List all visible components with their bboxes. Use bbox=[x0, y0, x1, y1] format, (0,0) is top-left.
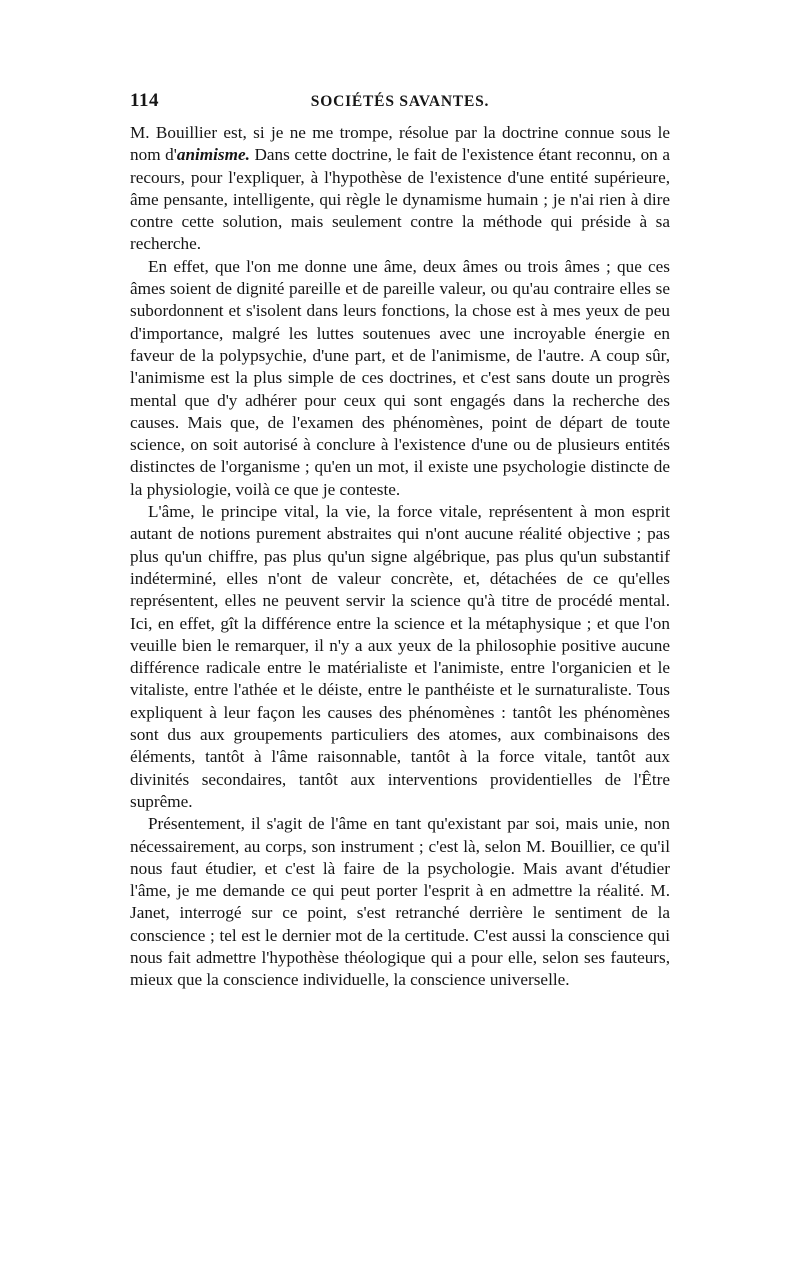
paragraph-1 bbox=[130, 122, 670, 256]
body-text bbox=[130, 122, 670, 992]
book-page bbox=[130, 90, 670, 992]
paragraph-4: Présentement, il s'agit de l'âme en tant qu'existant par soi, mais unie, non nécessairement, au corps, son instrument ; c'est là, selon M. Bouillier, ce qu'il nous faut étudier, et c'est là faire de la psychologie. Mais avant d'étudier l'âme, je me demande ce qui peut porter l'esprit à en admettre la réalité. M. Janet, interrogé sur ce point, s'est retranché derrière le sentiment de la conscience ; tel est le dernier mot de la certitude. C'est aussi la conscience qui nous fait admettre l'hypothèse théologique qui a pour elle, selon ses fauteurs, mieux que la conscience individuelle, la conscience universelle. bbox=[130, 814, 670, 990]
emphasis-animisme: animisme. bbox=[176, 145, 250, 165]
running-head bbox=[130, 90, 670, 116]
paragraph-2: En effet, que l'on me donne une âme, deux âmes ou trois âmes ; que ces âmes soient de dignité pareille et de pareille valeur, ou qu'au contraire elles se subordonnent et s'isolent dans leurs fonctions, la chose est à mes yeux de peu d'importance, malgré les luttes soutenues avec une incroyable énergie en faveur de la polypsychie, d'une part, et de l'animisme, de l'autre. A coup sûr, l'animisme est la plus simple de ces doctrines, et c'est sans doute un progrès mental que d'y adhérer pour ceux qui sont engagés dans la recherche des causes. Mais que, de l'examen des phénomènes, point de départ de toute science, on soit autorisé à conclure à l'existence d'une ou de plusieurs entités distinctes de l'organisme ; qu'en un mot, il existe une psychologie distincte de la physiologie, voilà ce que je conteste. bbox=[130, 256, 670, 499]
paragraph-1-before: M. Bouillier est, si je ne me trompe, résolue par la doctrine connue sous le nom d' bbox=[130, 123, 670, 165]
paragraph-1-after: Dans cette doctrine, le fait de l'existence étant reconnu, on a recours, pour l'expliquer, à l'hypothèse de l'existence d'une entité supérieure, âme pensante, intelligente, qui règle le dynamisme humain ; je n'ai rien à dire contre cette solution, mais seulement contre la méthode qui préside à sa recherche. bbox=[130, 145, 670, 254]
page-number: 114 bbox=[130, 90, 159, 111]
paragraph-3: L'âme, le principe vital, la vie, la force vitale, représentent à mon esprit autant de notions purement abstraites qui n'ont aucune réalité objective ; pas plus qu'un chiffre, pas plus qu'un signe algébrique, pas plus qu'un substantif indéterminé, elles n'ont de valeur concrète, et, détachées de ce qu'elles représentent, elles ne peuvent servir la science qu'à titre de procédé mental. Ici, en effet, gît la différence entre la science et la métaphysique ; et que l'on veuille bien le remarquer, il n'y a aux yeux de la philosophie positive aucune différence radicale entre le matérialiste et l'animiste, entre l'organicien et le vitaliste, entre l'athée et le déiste, entre le panthéiste et le surnaturaliste. Tous expliquent à leur façon les causes des phénomènes : tantôt les phénomènes sont dus aux groupements particuliers des atomes, aux combinaisons des éléments, tantôt à l'âme raisonnable, tantôt à la force vitale, tantôt aux divinités secondaires, tantôt aux interventions providentielles de l'Être suprême. bbox=[130, 502, 670, 811]
running-title: SOCIÉTÉS SAVANTES. bbox=[310, 93, 490, 110]
